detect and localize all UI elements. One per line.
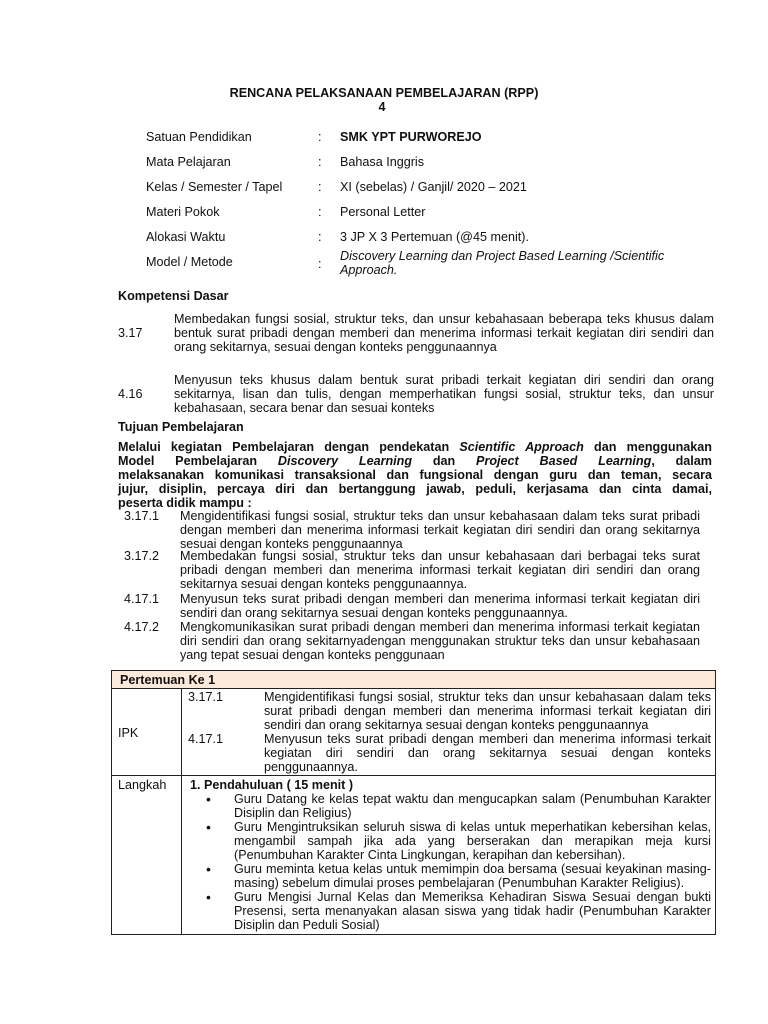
list-item-text: Guru meminta ketua kelas untuk memimpin doa bersama (sesuai keyakinan masing-masing) sebelum dimulai proses pembelajaran (Penumbuhan Karakter Religius). (234, 862, 711, 890)
bullet-icon: • (206, 861, 211, 877)
list-item-text: Guru Mengisi Jurnal Kelas dan Memeriksa Kehadiran Siswa Sesuai dengan bukti Presensi, serta menanyakan alasan siswa yang tidak hadir (Penumbuhan Karakter Disiplin dan Peduli Sosial) (234, 890, 711, 932)
identity-label: Materi Pokok (146, 205, 220, 219)
identity-colon: : (318, 257, 322, 271)
identity-value: Discovery Learning dan Project Based Learning /Scientific Approach. (340, 249, 665, 277)
tujuan-intro-line: Model Pembelajaran Discovery Learning dan Project Based Learning, dalam (118, 454, 713, 468)
ipk-text: Mengidentifikasi fungsi sosial, struktur teks dan unsur kebahasaan dalam teks surat pribadi dengan memberi dan menerima informasi terkait kegiatan diri sendiri dan orang sekitarnya sesuai dengan konteks penggunaannya (264, 690, 711, 732)
ipk-text: Menyusun teks surat pribadi dengan memberi dan menerima informasi terkait kegiatan diri sendiri dan orang sekitarnya sesuai dengan konteks penggunaannya. (264, 732, 711, 774)
identity-value: 3 JP X 3 Pertemuan (@45 menit). (340, 230, 529, 244)
tujuan-intro-line: Melalui kegiatan Pembelajaran dengan pendekatan Scientific Approach dan menggunakan (118, 440, 712, 454)
identity-colon: : (318, 230, 322, 244)
identity-row-waktu (146, 230, 706, 250)
identity-row-kelas (146, 180, 706, 200)
tujuan-intro-line: peserta didik mampu : (118, 496, 252, 510)
step-heading: 1. Pendahuluan ( 15 menit ) (190, 778, 354, 792)
identity-label: Mata Pelajaran (146, 155, 231, 169)
identity-colon: : (318, 155, 322, 169)
list-item-text: Guru Mengintruksikan seluruh siswa di kelas untuk meperhatikan kebersihan kelas, mengambil sampah jika ada yang berserakan dan merapikan meja kursi (Penumbuhan Karakter Cinta Lingkungan, kerapihan dan kebersihan). (234, 820, 711, 862)
identity-row-materi (146, 205, 706, 225)
indicator-code: 3.17.1 (124, 509, 160, 523)
list-item (182, 862, 711, 890)
list-item (182, 890, 711, 932)
ipk-item (182, 690, 715, 732)
ipk-code: 3.17.1 (188, 690, 224, 704)
ipk-label: IPK (112, 689, 182, 776)
bullet-icon: • (206, 889, 211, 905)
step-bullet-list (182, 792, 715, 934)
identity-row-model (146, 249, 706, 285)
meeting-table (111, 670, 716, 935)
identity-value: SMK YPT PURWOREJO (340, 130, 482, 144)
identity-label: Model / Metode (146, 255, 233, 269)
meeting-header: Pertemuan Ke 1 (112, 671, 716, 689)
identity-row-satuan (146, 130, 706, 150)
identity-value: Personal Letter (340, 205, 426, 219)
indicator-code: 4.17.2 (124, 620, 160, 634)
kd-text: Membedakan fungsi sosial, struktur teks, dan unsur kebahasaan beberapa teks khusus dalam bentuk surat pribadi dengan memberi dan menerima informasi terkait kegiatan diri sendiri dan orang sekitarnya, sesuai dengan konteks penggunaannya (174, 312, 714, 354)
indicator-text: Mengkomunikasikan surat pribadi dengan memberi dan menerima informasi terkait kegiatan diri sendiri dan orang sekitarnyadengan menggunakan struktur teks dan unsur kebahasaan yang tepat sesuai dengan konteks penggunaan (180, 620, 700, 662)
indicator-text: Menyusun teks surat pribadi dengan memberi dan menerima informasi terkait kegiatan diri sendiri dan orang sekitarnya sesuai dengan konteks penggunaannya. (180, 592, 700, 620)
list-item (182, 792, 711, 820)
indicator-text: Membedakan fungsi sosial, struktur teks dan unsur kebahasaan dari berbagai teks surat pribadi dengan memberi dan menerima informasi terkait kegiatan diri sendiri dan orang sekitarnya sesuai dengan konteks penggunaannya. (180, 549, 700, 591)
tujuan-intro-line: melaksanakan komunikasi transaksional dan fungsional dengan guru dan teman, secara (118, 468, 712, 482)
kd-text: Menyusun teks khusus dalam bentuk surat pribadi terkait kegiatan diri sendiri dan orang sekitarnya, lisan dan tulis, dengan memperhatikan fungsi sosial, struktur teks, dan unsur kebahasaan, secara benar dan sesuai konteks (174, 373, 714, 415)
indicator-text: Mengidentifikasi fungsi sosial, struktur teks dan unsur kebahasaan dalam teks surat pribadi dengan memberi dan menerima informasi terkait kegiatan diri sendiri dan orang sekitarnya sesuai dengan konteks penggunaannya (180, 509, 700, 551)
indicator-code: 3.17.2 (124, 549, 160, 563)
ipk-code: 4.17.1 (188, 732, 224, 746)
identity-label: Satuan Pendidikan (146, 130, 252, 144)
indicator-code: 4.17.1 (124, 592, 160, 606)
document-title: RENCANA PELAKSANAAN PEMBELAJARAN (RPP) (229, 86, 539, 100)
langkah-label: Langkah (112, 776, 182, 935)
kompetensi-heading: Kompetensi Dasar (118, 289, 229, 303)
bullet-icon: • (206, 791, 211, 807)
list-item-text: Guru Datang ke kelas tepat waktu dan mengucapkan salam (Penumbuhan Karakter Disiplin dan Religius) (234, 792, 711, 820)
identity-colon: : (318, 130, 322, 144)
ipk-item (182, 732, 715, 774)
tujuan-intro-line: jujur, disiplin, percaya diri dan bertanggung jawab, peduli, kerjasama dan cinta damai, (118, 482, 712, 496)
ipk-cell (182, 689, 716, 776)
kd-code: 4.16 (118, 387, 143, 401)
identity-colon: : (318, 205, 322, 219)
identity-value: Bahasa Inggris (340, 155, 425, 169)
kd-code: 3.17 (118, 326, 143, 340)
tujuan-heading: Tujuan Pembelajaran (118, 420, 244, 434)
identity-label: Kelas / Semester / Tapel (146, 180, 283, 194)
bullet-icon: • (206, 819, 211, 835)
document-number: 4 (378, 100, 386, 114)
identity-label: Alokasi Waktu (146, 230, 226, 244)
langkah-cell (182, 776, 716, 935)
tujuan-intro (118, 440, 712, 510)
identity-row-mapel (146, 155, 706, 175)
identity-value: XI (sebelas) / Ganjil/ 2020 – 2021 (340, 180, 527, 194)
list-item (182, 820, 711, 862)
identity-colon: : (318, 180, 322, 194)
